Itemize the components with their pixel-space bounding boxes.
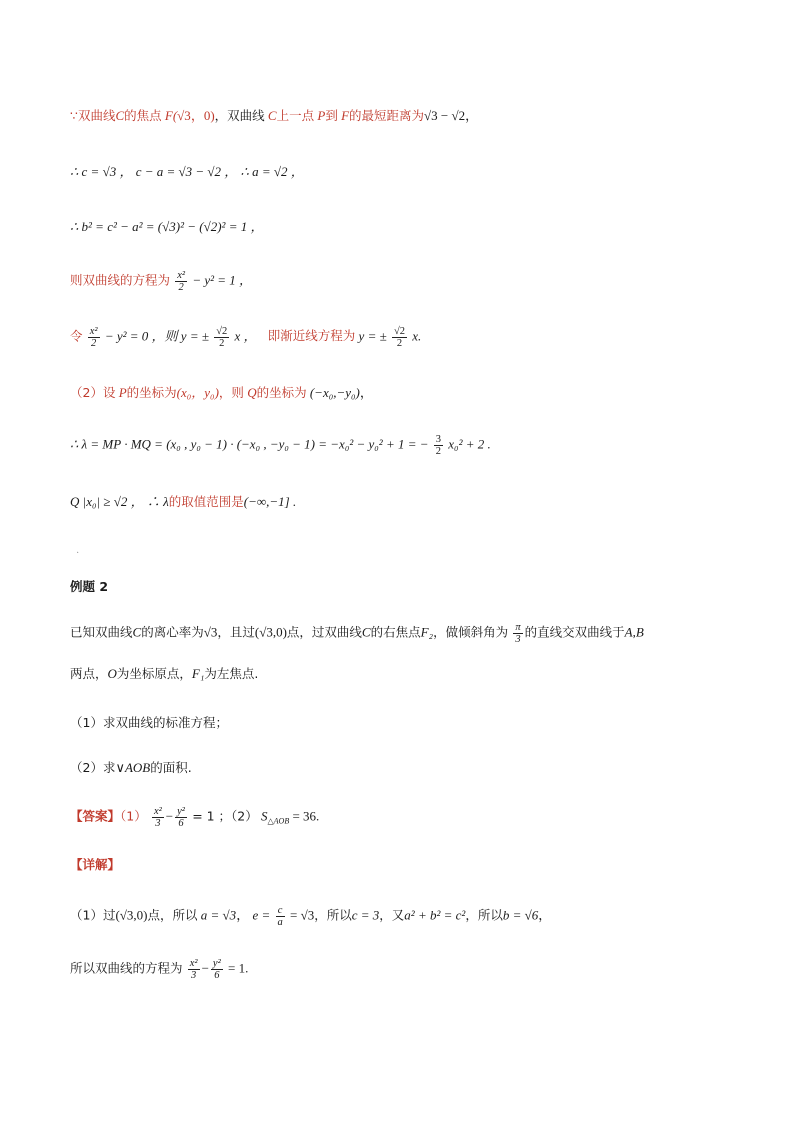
question-line-2	[70, 664, 258, 684]
question-line-1	[70, 622, 644, 645]
text: = 1 ；（2）	[192, 808, 258, 824]
math: e =	[252, 907, 271, 923]
solution-line-4	[70, 270, 252, 293]
text: 两点，	[70, 666, 108, 681]
math: √3	[203, 624, 218, 640]
text: （2）求	[70, 760, 116, 775]
text: ，所以	[314, 907, 352, 923]
numerator: π	[515, 622, 521, 633]
text: 到	[325, 108, 338, 123]
denominator: 3	[155, 818, 161, 829]
math: − y² = 0 ，则	[104, 328, 178, 344]
fraction	[175, 806, 187, 829]
detail-line-2	[70, 958, 248, 981]
math: x ，	[234, 328, 257, 344]
math: y = ±	[180, 328, 209, 344]
solution-line-3: ∴ b² = c² − a² = (√3)² − (√2)² = 1 ，	[70, 219, 264, 234]
var-c: C	[115, 108, 125, 123]
detail-label: 【详解】	[70, 857, 121, 872]
text: 的最短距离为	[349, 108, 425, 123]
math: a = √3	[200, 907, 237, 923]
fraction	[152, 806, 164, 829]
text: ，所以	[465, 907, 503, 923]
text: （1）	[120, 808, 147, 824]
text: 的右焦点	[370, 624, 421, 640]
var-c: C	[132, 624, 142, 640]
var-p: P	[118, 385, 127, 400]
text: 的取值范围是	[168, 494, 244, 509]
text: 则双曲线的方程为	[70, 272, 171, 288]
numerator: x²	[189, 958, 198, 969]
denominator: 2	[178, 282, 184, 293]
math: √3 − √2	[424, 108, 466, 123]
text: 的直线交双曲线于	[524, 624, 625, 640]
text: ，双曲线	[214, 108, 265, 123]
detail-line-1	[70, 905, 551, 928]
text: ，则	[218, 385, 244, 400]
numerator: 3	[435, 434, 442, 445]
math: a² + b² = c²	[404, 907, 466, 923]
math: x.	[412, 328, 422, 344]
numerator: c	[276, 905, 285, 917]
math: = 36.	[292, 808, 320, 824]
text: 点，所以	[147, 907, 198, 923]
math: = √3	[290, 907, 315, 923]
math: (√3,0)	[115, 907, 148, 923]
text: （2）设	[70, 385, 116, 400]
fraction	[88, 326, 100, 349]
text: 的坐标为	[256, 385, 307, 400]
denominator: 6	[178, 818, 184, 829]
fraction	[434, 434, 443, 457]
math: ∴ λ = MP · MQ = (x₀ , y₀ − 1) · (−x₀ , −y₀ − 1) = −x₀² − y₀² + 1 = −	[70, 436, 429, 452]
var-o: O	[107, 666, 117, 681]
solution-line-6	[70, 383, 373, 403]
stray-dot: ·	[76, 548, 80, 559]
math: △AOB	[267, 816, 290, 826]
fraction	[211, 958, 223, 981]
text: 的面积.	[150, 760, 192, 775]
numerator: √2	[216, 326, 228, 337]
text: ，	[236, 907, 250, 923]
denominator: 6	[214, 970, 220, 981]
numerator: y²	[177, 806, 185, 817]
var-p: P	[317, 108, 326, 123]
var-c: C	[267, 108, 277, 123]
denominator: 2	[91, 338, 97, 349]
text: ∵双曲线	[70, 108, 116, 123]
numerator: x²	[89, 326, 98, 337]
numerator: x²	[177, 270, 186, 281]
text: ，且过	[217, 624, 255, 640]
var-c: C	[361, 624, 371, 640]
numerator: √2	[393, 326, 405, 337]
var-f: F	[341, 108, 350, 123]
math: b = √6	[502, 907, 539, 923]
fraction	[214, 326, 229, 349]
solution-line-5	[70, 326, 421, 349]
answer-line	[70, 806, 319, 831]
text: ，	[538, 907, 552, 923]
math: x₀² + 2 .	[448, 436, 491, 452]
var-q: Q	[247, 385, 257, 400]
denominator: a	[277, 917, 283, 928]
numerator: y²	[212, 958, 221, 969]
text: 所以双曲线的方程为	[70, 960, 183, 976]
text: （1）过	[70, 907, 116, 923]
math: Q |x₀| ≥ √2 ， ∴ λ	[70, 494, 169, 509]
solution-line-7	[70, 434, 491, 457]
solution-line-1	[70, 106, 478, 126]
fraction	[392, 326, 407, 349]
text: 的离心率为	[141, 624, 204, 640]
solution-line-2: ∴ c = √3 ， c − a = √3 − √2 ， ∴ a = √2 ，	[70, 164, 304, 179]
math: A,B	[624, 624, 644, 640]
math: = 1.	[227, 960, 249, 976]
question-part-1: （1）求双曲线的标准方程；	[70, 715, 228, 730]
text: ，又	[379, 907, 405, 923]
text: 的坐标为	[126, 385, 177, 400]
math: c = 3	[351, 907, 380, 923]
text: 即渐近线方程为	[267, 328, 356, 344]
text: 已知双曲线	[70, 624, 133, 640]
math: y = ±	[358, 328, 387, 344]
math: (x₀，y₀)	[176, 385, 219, 400]
math: ∨AOB	[115, 760, 151, 775]
fraction	[513, 622, 522, 645]
denominator: 3	[191, 970, 197, 981]
answer-label: 【答案】	[70, 808, 121, 824]
text: 上一点	[276, 108, 315, 123]
focus-f: F(	[164, 108, 178, 123]
math: √3	[177, 108, 191, 123]
example-title: 例题 2	[70, 579, 109, 594]
math: ，0)	[190, 108, 215, 123]
text: 为坐标原点，	[116, 666, 192, 681]
math: (−x₀,−y₀)	[309, 385, 360, 400]
math: (−∞,−1] .	[243, 494, 297, 509]
math: −	[201, 960, 209, 976]
numerator: x²	[153, 806, 162, 817]
math: − y² = 1 ，	[192, 272, 253, 288]
text: ，	[359, 385, 373, 400]
text: 点，过双曲线	[286, 624, 362, 640]
text: ，做倾斜角为	[433, 624, 509, 640]
fraction	[175, 270, 187, 293]
question-part-2	[70, 758, 192, 778]
var-f1: F₁	[191, 666, 205, 681]
text: 为左焦点.	[204, 666, 259, 681]
solution-line-8	[70, 492, 296, 512]
math: S	[261, 808, 268, 824]
math: −	[165, 808, 174, 824]
text: 令	[70, 328, 83, 344]
denominator: 2	[219, 338, 225, 349]
text: ，	[465, 108, 479, 123]
denominator: 2	[435, 446, 442, 457]
fraction	[276, 905, 285, 928]
denominator: 2	[396, 338, 403, 349]
fraction	[188, 958, 200, 981]
var-f2: F₂	[420, 624, 434, 640]
text: 的焦点	[124, 108, 162, 123]
math: (√3,0)	[254, 624, 287, 640]
denominator: 3	[515, 634, 521, 645]
